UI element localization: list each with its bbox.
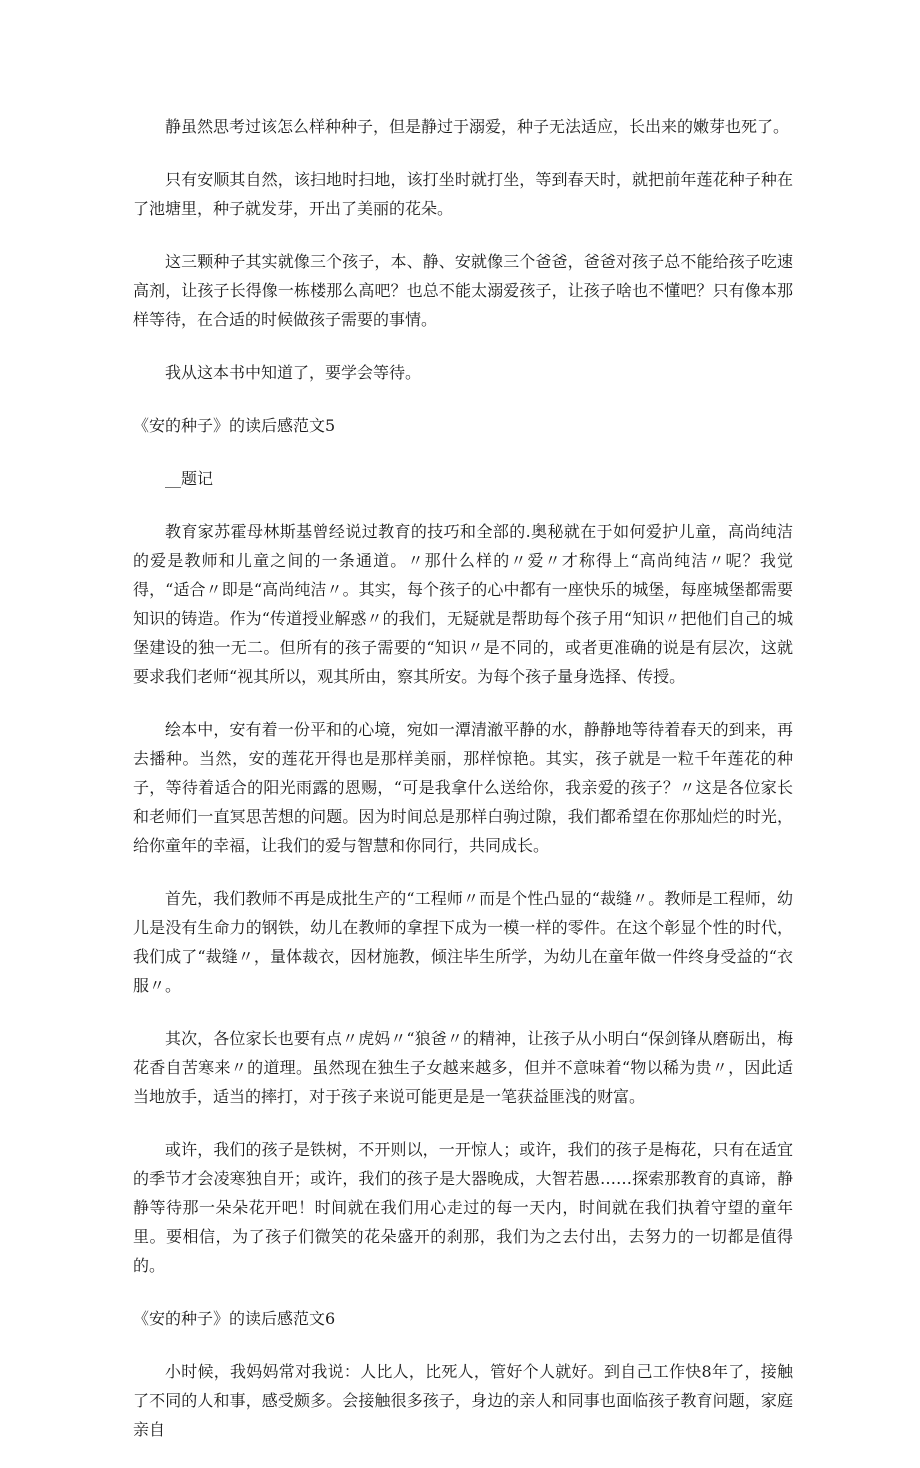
subtitle-epigraph: __题记 [165, 469, 214, 488]
paragraph: 教育家苏霍母林斯基曾经说过教育的技巧和全部的.奥秘就在于如何爱护儿童，高尚纯洁的爱是教师和儿童之间的一条通道。〃那什么样的〃爱〃才称得上“高尚纯洁〃呢？我觉得，“适合〃即是“高尚纯洁〃。其实，每个孩子的心中都有一座快乐的城堡，每座城堡都需要知识的铸造。作为“传道授业解惑〃的我们，无疑就是帮助每个孩子用“知识〃把他们自己的城堡建设的独一无二。但所有的孩子需要的“知识〃是不同的，或者更准确的说是有层次，这就要求我们老师“视其所以，观其所由，察其所安。为每个孩子量身选择、传授。 [133, 522, 793, 686]
paragraph: 绘本中，安有着一份平和的心境，宛如一潭清澈平静的水，静静地等待着春天的到来，再去播种。当然，安的莲花开得也是那样美丽，那样惊艳。其实，孩子就是一粒千年莲花的种子，等待着适合的阳光雨露的恩赐，“可是我拿什么送给你，我亲爱的孩子？〃这是各位家长和老师们一直冥思苦想的问题。因为时间总是那样白驹过隙，我们都希望在你那灿烂的时光，给你童年的幸福，让我们的爱与智慧和你同行，共同成长。 [133, 720, 793, 855]
paragraph: 我从这本书中知道了，要学会等待。 [165, 363, 422, 382]
section-heading-5: 《安的种子》的读后感范文5 [133, 416, 336, 435]
paragraph: 小时候，我妈妈常对我说：人比人，比死人，管好个人就好。到自己工作快8年了，接触了不同的人和事，感受颇多。会接触很多孩子，身边的亲人和同事也面临孩子教育问题，家庭亲自 [133, 1362, 793, 1439]
paragraph: 这三颗种子其实就像三个孩子，本、静、安就像三个爸爸，爸爸对孩子总不能给孩子吃速高剂，让孩子长得像一栋楼那么高吧？也总不能太溺爱孩子，让孩子啥也不懂吧？只有像本那样等待，在合适的时候做孩子需要的事情。 [133, 252, 793, 329]
paragraph: 或许，我们的孩子是铁树，不开则以，一开惊人；或许，我们的孩子是梅花，只有在适宜的季节才会凌寒独自开；或许，我们的孩子是大器晚成，大智若愚……探索那教育的真谛，静静等待那一朵朵花开吧！时间就在我们用心走过的每一天内，时间就在我们执着守望的童年里。要相信，为了孩子们微笑的花朵盛开的刹那，我们为之去付出，去努力的一切都是值得的。 [133, 1140, 793, 1275]
paragraph: 静虽然思考过该怎么样种种子，但是静过于溺爱，种子无法适应，长出来的嫩芽也死了。 [165, 117, 790, 136]
paragraph: 只有安顺其自然，该扫地时扫地，该打坐时就打坐，等到春天时，就把前年莲花种子种在了池塘里，种子就发芽，开出了美丽的花朵。 [133, 170, 793, 218]
paragraph: 首先，我们教师不再是成批生产的“工程师〃而是个性凸显的“裁缝〃。教师是工程师，幼儿是没有生命力的钢铁，幼儿在教师的拿捏下成为一模一样的零件。在这个彰显个性的时代，我们成了“裁缝〃，量体裁衣，因材施教，倾注毕生所学，为幼儿在童年做一件终身受益的“衣服〃。 [133, 889, 793, 995]
document-body [133, 112, 793, 1468]
paragraph: 其次，各位家长也要有点〃虎妈〃“狼爸〃的精神，让孩子从小明白“保剑锋从磨砺出，梅花香自苦寒来〃的道理。虽然现在独生子女越来越多，但并不意味着“物以稀为贵〃，因此适当地放手，适当的摔打，对于孩子来说可能更是是一笔获益匪浅的财富。 [133, 1029, 793, 1106]
section-heading-6: 《安的种子》的读后感范文6 [133, 1309, 336, 1328]
